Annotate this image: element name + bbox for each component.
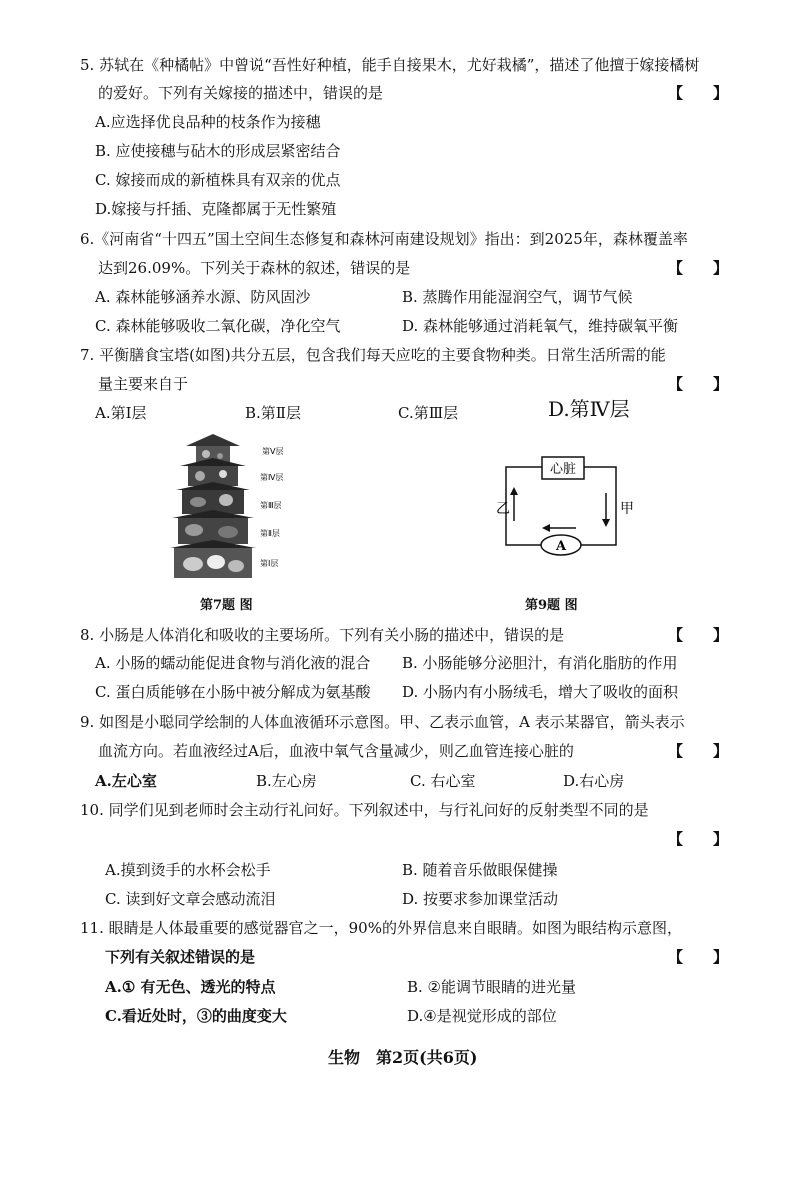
q5-option-a: A.应选择优良品种的枝条作为接穗 — [95, 113, 321, 131]
q5-option-d: D.嫁接与扦插、克隆都属于无性繁殖 — [95, 200, 337, 218]
q5-stem-line1: 5. 苏轼在《种橘帖》中曾说“吾性好种植，能手自接果木，尤好栽橘”，描述了他擅于嫁接橘树 — [80, 56, 700, 74]
q11-answer-bracket: 【 】 — [668, 948, 729, 966]
q7-option-b: B.第Ⅱ层 — [245, 404, 301, 422]
q9-stem-line1: 9. 如图是小聪同学绘制的人体血液循环示意图。甲、乙表示血管，A 表示某器官，箭头表示 — [80, 713, 685, 731]
heart-label: 心脏 — [549, 462, 577, 477]
q7-stem-line2: 量主要来自于 — [98, 375, 189, 393]
pyramid-level-5-label: 第Ⅴ层 — [262, 447, 284, 456]
pyramid-level-4-label: 第Ⅳ层 — [260, 473, 284, 482]
pyramid-level-2-label: 第Ⅱ层 — [260, 529, 280, 538]
q8-stem-line1: 8. 小肠是人体消化和吸收的主要场所。下列有关小肠的描述中，错误的是 — [80, 626, 565, 644]
q9-option-d: D.右心房 — [563, 772, 625, 790]
q7-option-d: D.第Ⅳ层 — [548, 397, 630, 421]
vessel-right-label: 甲 — [620, 501, 634, 517]
q8-option-b: B. 小肠能够分泌胆汁，有消化脂肪的作用 — [402, 654, 678, 672]
q7-option-c: C.第Ⅲ层 — [398, 404, 459, 422]
q11-option-b: B. ②能调节眼睛的进光量 — [407, 978, 577, 996]
q10-option-b: B. 随着音乐做眼保健操 — [402, 861, 558, 879]
pyramid-level-3-label: 第Ⅲ层 — [260, 501, 282, 510]
q11-option-a: A.① 有无色、透光的特点 — [105, 978, 276, 996]
q8-option-c: C. 蛋白质能够在小肠中被分解成为氨基酸 — [95, 683, 371, 701]
q7-option-a: A.第Ⅰ层 — [95, 404, 147, 422]
q8-option-a: A. 小肠的蠕动能促进食物与消化液的混合 — [95, 654, 371, 672]
q11-stem-line2: 下列有关叙述错误的是 — [105, 948, 256, 966]
q6-option-c: C. 森林能够吸收二氧化碳，净化空气 — [95, 317, 341, 335]
q8-answer-bracket: 【 】 — [668, 626, 729, 644]
q7-answer-bracket: 【 】 — [668, 375, 729, 393]
vessel-left-label: 乙 — [496, 501, 510, 517]
q5-answer-bracket: 【 】 — [668, 84, 729, 102]
q11-stem-line1: 11. 眼睛是人体最重要的感觉器官之一，90%的外界信息来自眼睛。如图为眼结构示意图， — [80, 919, 682, 937]
q6-option-d: D. 森林能够通过消耗氧气，维持碳氧平衡 — [402, 317, 679, 335]
q6-stem-line1: 6.《河南省“十四五”国土空间生态修复和森林河南建设规划》指出：到2025年，森林覆盖率 — [80, 230, 688, 248]
q11-option-c: C.看近处时，③的曲度变大 — [105, 1007, 287, 1025]
q9-answer-bracket: 【 】 — [668, 742, 729, 760]
q5-option-c: C. 嫁接而成的新植株具有双亲的优点 — [95, 171, 341, 189]
q10-stem-line1: 10. 同学们见到老师时会主动行礼问好。下列叙述中，与行礼问好的反射类型不同的是 — [80, 801, 649, 819]
q6-option-b: B. 蒸腾作用能湿润空气，调节气候 — [402, 288, 633, 306]
q10-option-d: D. 按要求参加课堂活动 — [402, 890, 559, 908]
q5-option-b: B. 应使接穗与砧木的形成层紧密结合 — [95, 142, 341, 160]
q10-option-c: C. 读到好文章会感动流泪 — [105, 890, 276, 908]
q9-option-b: B.左心房 — [256, 772, 317, 790]
page-footer: 生物 第2页(共6页) — [328, 1048, 478, 1067]
figure7-caption: 第7题 图 — [200, 598, 253, 613]
q6-answer-bracket: 【 】 — [668, 259, 729, 277]
q9-option-a: A.左心室 — [95, 772, 157, 790]
pyramid-level-1-label: 第Ⅰ层 — [260, 559, 279, 568]
figure9-caption: 第9题 图 — [525, 598, 578, 613]
q9-stem-line2: 血流方向。若血液经过A后，血液中氧气含量减少，则乙血管连接心脏的 — [98, 742, 574, 760]
q11-option-d: D.④是视觉形成的部位 — [407, 1007, 557, 1025]
q9-option-c: C. 右心室 — [410, 772, 476, 790]
q10-option-a: A.摸到烫手的水杯会松手 — [105, 861, 271, 879]
food-pyramid-figure — [168, 432, 298, 580]
q7-stem-line1: 7. 平衡膳食宝塔(如图)共分五层，包含我们每天应吃的主要食物种类。日常生活所需的能 — [80, 346, 666, 364]
q6-stem-line2: 达到26.09%。下列关于森林的叙述，错误的是 — [98, 259, 411, 277]
q5-stem-line2: 的爱好。下列有关嫁接的描述中，错误的是 — [98, 84, 384, 102]
q6-option-a: A. 森林能够涵养水源、防风固沙 — [95, 288, 311, 306]
q8-option-d: D. 小肠内有小肠绒毛，增大了吸收的面积 — [402, 683, 679, 701]
circulation-diagram — [488, 455, 638, 565]
organ-a-label: A — [555, 539, 567, 554]
q10-answer-bracket: 【 】 — [668, 830, 729, 848]
